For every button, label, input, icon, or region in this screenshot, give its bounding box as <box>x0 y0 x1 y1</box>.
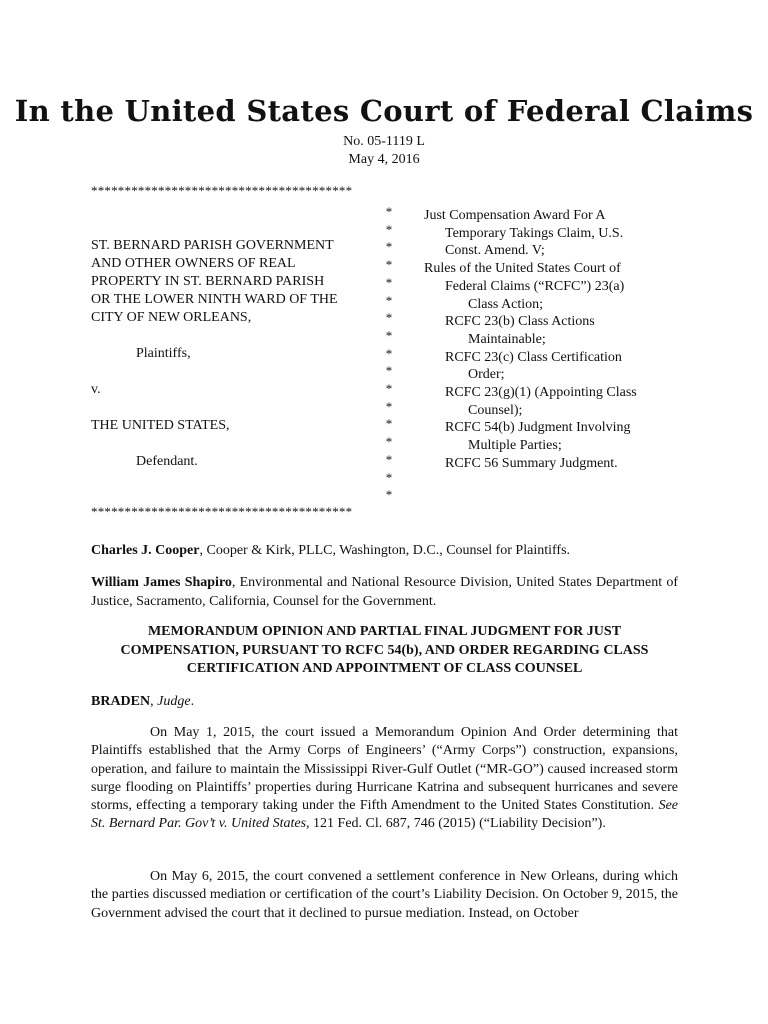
plaintiffs-label: Plaintiffs, <box>136 346 191 361</box>
headnote-line: Just Compensation Award For A <box>424 208 606 223</box>
court-title: In the United States Court of Federal Claims <box>14 94 754 128</box>
headnote-line: Maintainable; <box>468 331 546 347</box>
headnote-line: Class Action; <box>468 296 544 312</box>
headnote-line: RCFC 23(b) Class Actions <box>445 314 595 330</box>
caption-star: * <box>385 416 393 432</box>
government-counsel <box>91 573 678 611</box>
caption-star: * <box>385 469 393 485</box>
counsel-details: , Environmental and National Resource Division, United States Department of Justice, Sacramento, California, Counsel for the Government. <box>91 575 678 609</box>
defendant-label: Defendant. <box>136 454 198 469</box>
paragraph-1-citation-tail: , 121 Fed. Cl. 687, 746 (2015) (“Liability Decision”). <box>306 816 606 832</box>
headnote-line: Temporary Takings Claim, U.S. <box>445 225 624 241</box>
headnotes-list <box>424 207 664 473</box>
counsel-details: , Cooper & Kirk, PLLC, Washington, D.C., Counsel for Plaintiffs. <box>199 543 571 558</box>
caption-star: * <box>385 487 393 503</box>
caption-star: * <box>385 292 393 308</box>
docket-number: No. 05-1119 L <box>343 134 425 149</box>
caption-star: * <box>385 451 393 467</box>
opinion-heading: MEMORANDUM OPINION AND PARTIAL FINAL JUDGMENT FOR JUST COMPENSATION, PURSUANT TO RCFC 54(b), AND ORDER REGARDING CLASS CERTIFICATION AND APPOINTMENT OF CLASS COUNSEL <box>120 624 649 676</box>
plaintiff-counsel <box>91 541 678 560</box>
caption-star: * <box>385 310 393 326</box>
caption-star: * <box>385 345 393 361</box>
caption-star: * <box>385 363 393 379</box>
defendant-name: THE UNITED STATES, <box>91 418 230 433</box>
plaintiff-line: CITY OF NEW ORLEANS, <box>91 310 252 325</box>
paragraph-1-text: On May 1, 2015, the court issued a Memorandum Opinion And Order determining that Plaintiffs established that the Army Corps of Engineers’ (“Army Corps”) construction, expansions, operation, and failure to maintain the Mississippi River-Gulf Outlet (“MR-GO”) caused increased storm surge flooding on Plaintiffs’ properties during Hurricane Katrina and subsequent hurricanes and severe storms, effecting a temporary taking under the Fifth Amendment to the United States Constitution. <box>91 725 678 814</box>
counsel-name: Charles J. Cooper <box>91 543 200 558</box>
plaintiff-line: PROPERTY IN ST. BERNARD PARISH <box>91 274 325 289</box>
paragraph-2: On May 6, 2015, the court convened a settlement conference in New Orleans, during which the parties discussed mediation or certification of the court’s Liability Decision. On October 9, 2015, the Government advised the court that it declined to pursue mediation. Instead, on October <box>91 869 678 921</box>
headnote-line: Multiple Parties; <box>468 438 562 454</box>
headnote-line: RCFC 23(g)(1) (Appointing Class <box>445 385 637 401</box>
caption-star: * <box>385 274 393 290</box>
judge-title: Judge <box>157 694 191 709</box>
plaintiff-line: AND OTHER OWNERS OF REAL <box>91 256 296 271</box>
caption-star: * <box>385 257 393 273</box>
caption-star-column <box>384 203 394 504</box>
plaintiff-line: OR THE LOWER NINTH WARD OF THE <box>91 292 338 307</box>
caption-bottom-rule: *************************************** <box>91 504 353 519</box>
versus-label: v. <box>91 382 101 397</box>
caption-star: * <box>385 239 393 255</box>
caption-star: * <box>385 221 393 237</box>
docket-block <box>0 133 768 169</box>
caption-star: * <box>385 398 393 414</box>
headnote-line: RCFC 23(c) Class Certification <box>445 349 622 365</box>
case-citation: See St. Bernard Par. Gov’t v. United States <box>91 798 678 832</box>
plaintiff-line: ST. BERNARD PARISH GOVERNMENT <box>91 238 334 253</box>
headnote-line: RCFC 56 Summary Judgment. <box>445 455 618 471</box>
judge-line: BRADEN, Judge. <box>91 694 195 709</box>
plaintiff-caption <box>91 237 371 327</box>
judge-name: BRADEN <box>91 694 151 709</box>
caption-star: * <box>385 204 393 219</box>
caption-top-rule: *************************************** <box>91 183 353 198</box>
counsel-name: William James Shapiro <box>91 575 232 590</box>
headnote-line: Federal Claims (“RCFC”) 23(a) <box>445 278 625 294</box>
caption-star: * <box>385 327 393 343</box>
headnote-line: Counsel); <box>468 402 523 418</box>
headnote-line: Order; <box>468 367 505 383</box>
headnote-line: RCFC 54(b) Judgment Involving <box>445 420 631 436</box>
caption-star: * <box>385 381 393 397</box>
headnote-line: Rules of the United States Court of <box>424 261 621 277</box>
caption-star: * <box>385 434 393 450</box>
filing-date: May 4, 2016 <box>348 152 420 167</box>
paragraph-1 <box>91 724 678 834</box>
headnote-line: Const. Amend. V; <box>445 243 545 259</box>
